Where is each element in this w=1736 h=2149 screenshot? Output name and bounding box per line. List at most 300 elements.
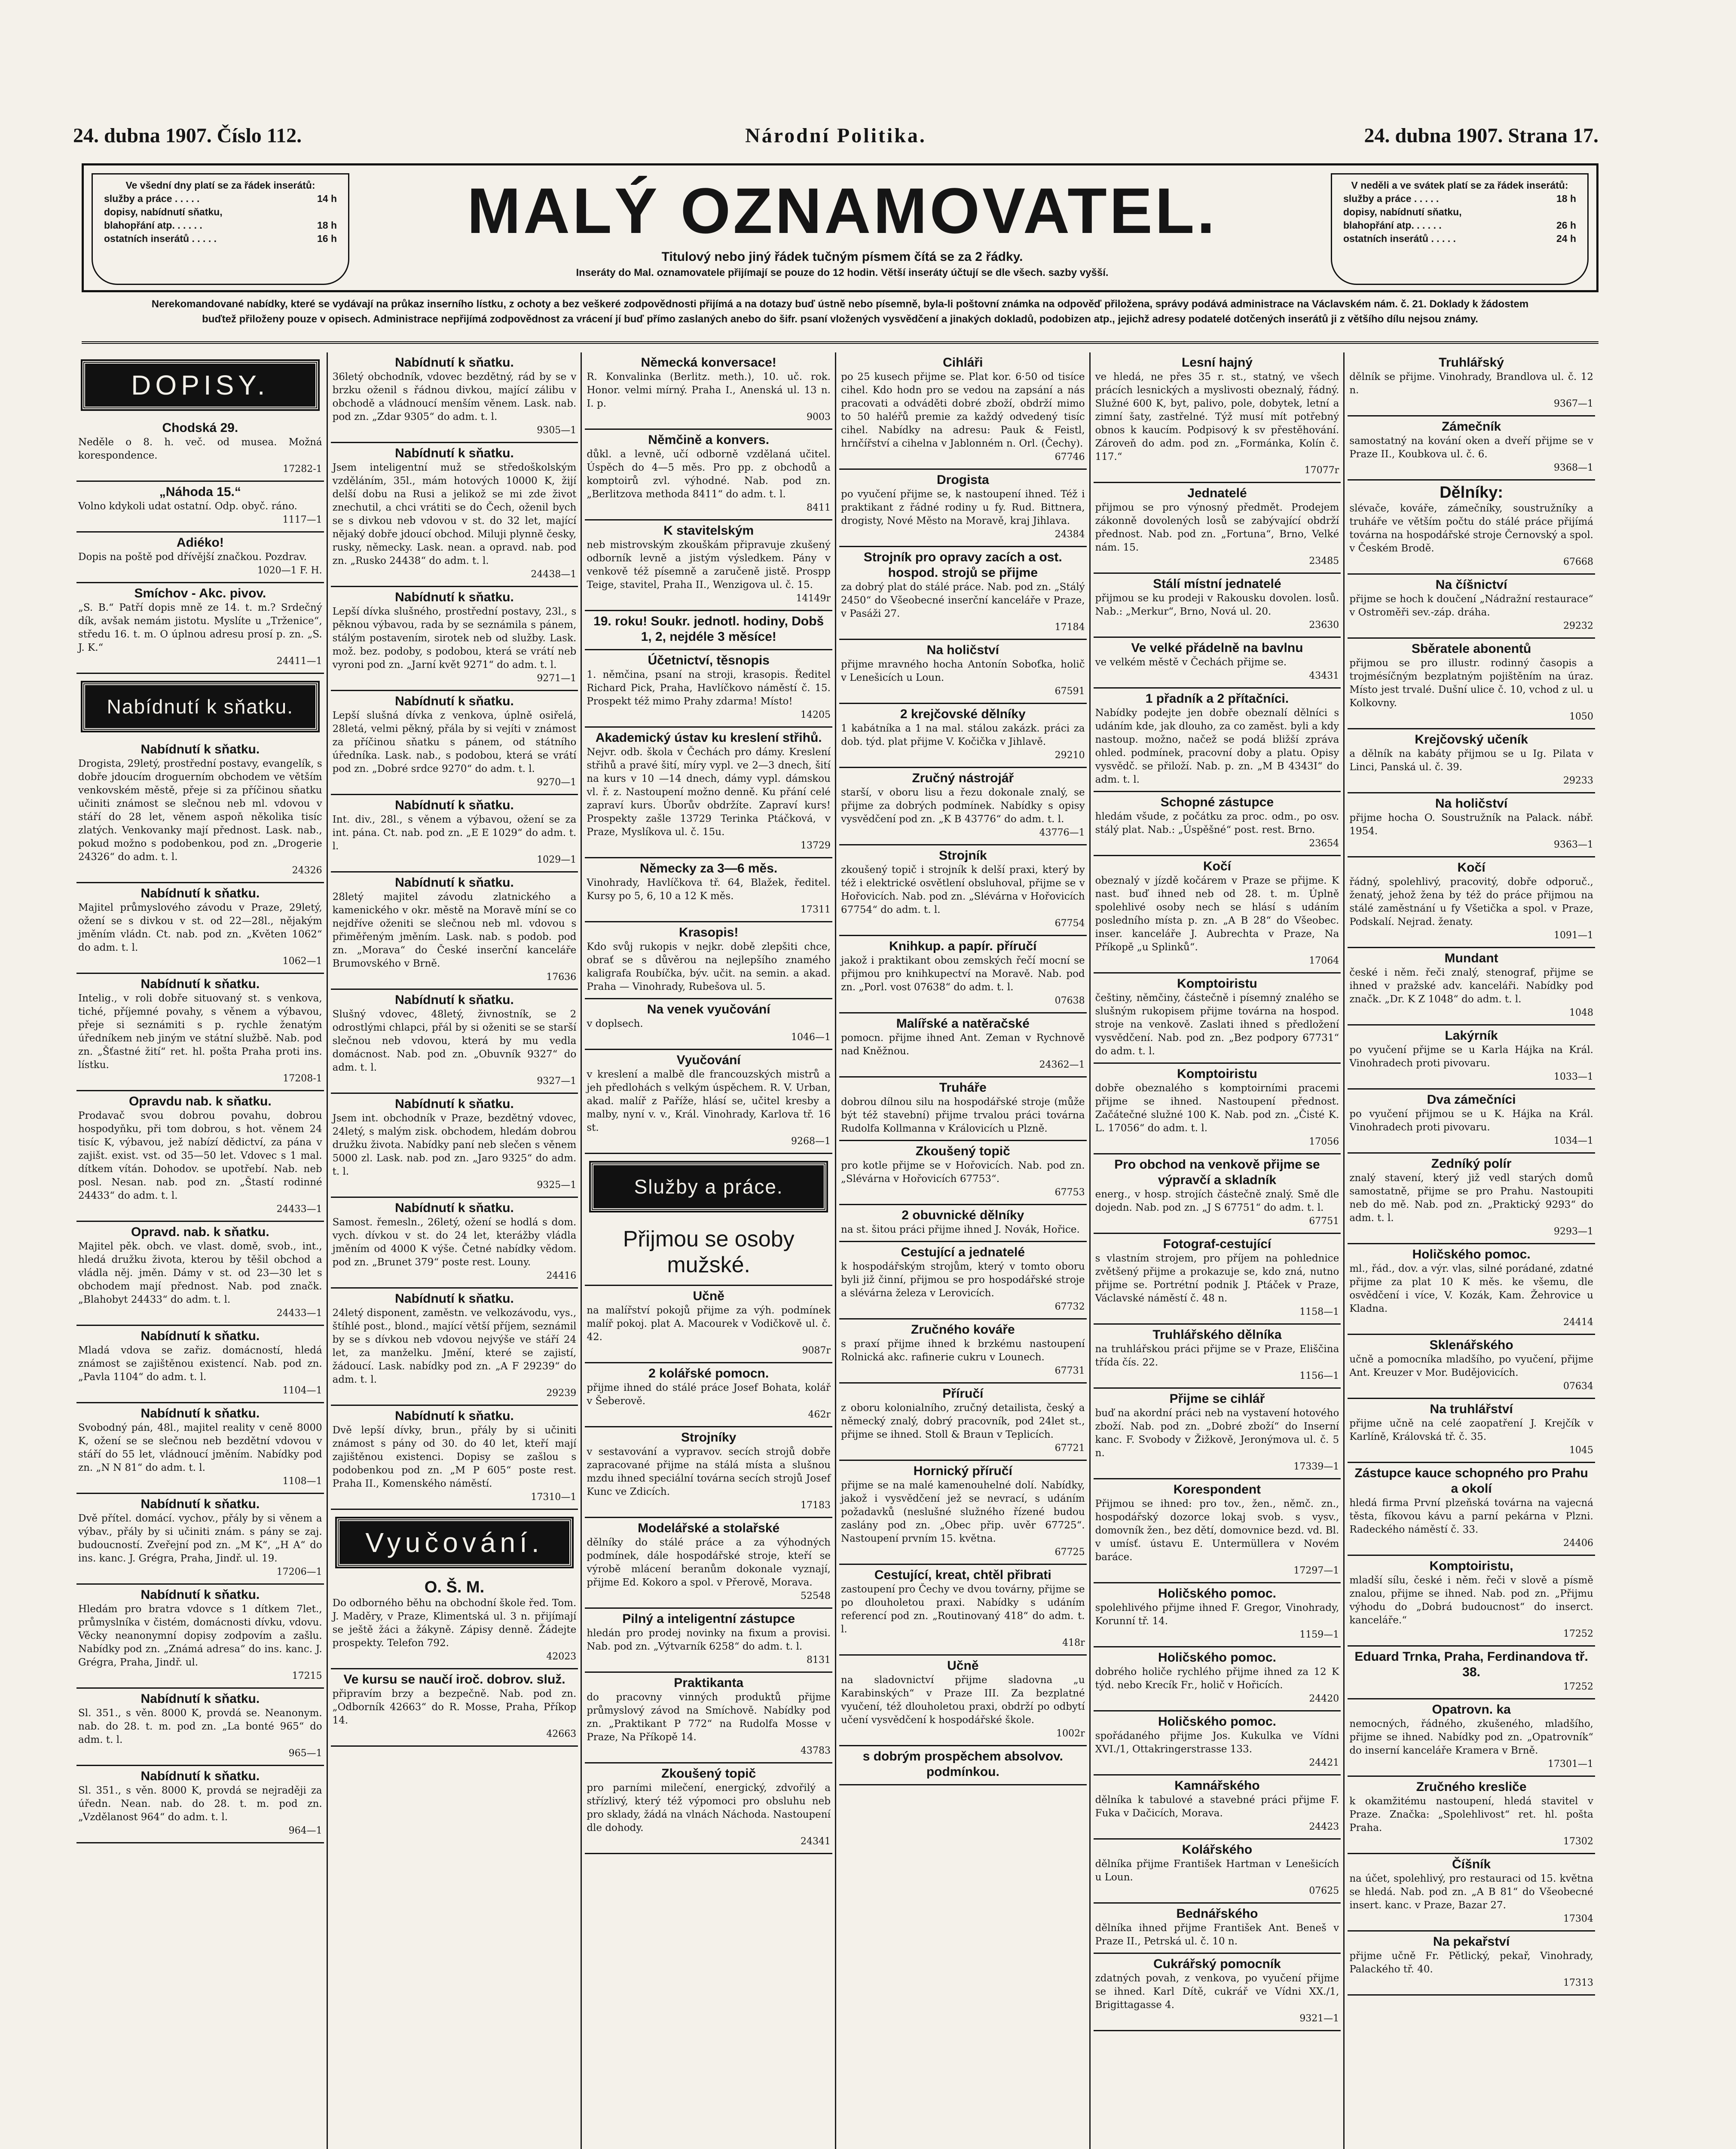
ad-body: přijme učně na celé zaopatření J. Krejčík v Karlíně, Královská tř. č. 35. — [1349, 1418, 1593, 1442]
ad-heading: Zkoušený topič — [661, 1766, 756, 1781]
ad-reference-number: 9363—1 — [1553, 839, 1593, 850]
ad-heading: Nabídnutí k sňatku. — [141, 1497, 260, 1511]
ad-reference-number: 67751 — [1309, 1216, 1339, 1227]
classified-ad — [1094, 792, 1341, 856]
ad-body: dělníka ihned přijme František Ant. Beneš v Praze II., Petrská ul. č. 10 n. — [1095, 1922, 1339, 1947]
classified-ad — [1094, 1064, 1341, 1154]
ad-heading: Nabídnutí k sňatku. — [395, 590, 514, 604]
ad-body: spořádaného přijme Jos. Kukulka ve Vídni XVI./1, Ottakringerstrasse 133. — [1095, 1730, 1339, 1755]
ad-heading: Stálí místní jednatelé — [1153, 577, 1281, 591]
classified-ad — [76, 974, 324, 1091]
ad-body: na sladovnictví přijme sladovna „u Karabinských“ v Praze III. Za bezplatné vyučení, též dlouholetou praxi, obdrží po odbytí učení vysvědčení k hospodářské škole. — [841, 1675, 1085, 1726]
ad-body: buď na akordní práci neb na vystavení hotového zboží. Nab. pod zn. „Dobré zboží“ do Inserní kanc. F. Svobody v Žižkově, Jeronýmova ul. č. 5 n. — [1095, 1408, 1339, 1459]
ad-reference-number: 43431 — [1309, 670, 1339, 681]
ad-heading: Účetnictví, těsnopis — [648, 653, 770, 667]
ad-body: přijme mravného hocha Antonín Soboťka, holič v Lenešicích u Loun. — [841, 659, 1085, 683]
ad-body: hledá firma První plzeňská továrna na vajecná těsta, fíkovou kávu a parní pekárna v Plzni. Radeckého náměstí č. 33. — [1349, 1497, 1593, 1535]
ad-reference-number: 17208-1 — [283, 1073, 322, 1084]
ad-body: učně a pomocníka mladšího, po vyučení, přijme Ant. Kreuzer v Mor. Budějovicích. — [1349, 1354, 1593, 1378]
classified-ad — [1094, 1776, 1341, 1840]
ad-reference-number: 9305—1 — [537, 425, 577, 436]
classified-ad — [585, 922, 832, 999]
ad-heading: Schopné zástupce — [1160, 795, 1274, 809]
ad-heading: Nabídnutí k sňatku. — [395, 1097, 514, 1111]
classified-ad — [1348, 1244, 1595, 1335]
ad-reference-number: 24411—1 — [276, 656, 322, 667]
column-rule — [1089, 352, 1091, 2149]
ad-heading: K stavitelským — [663, 523, 754, 538]
ad-body: pro parními milečení, energický, zdvořilý a střízlivý, který též výpomoci pro obsluhu neb pro sklady, žádá na vlnách Náchoda. Nastoupení dle dohody. — [587, 1782, 831, 1834]
weekday-rates-heading: Ve všední dny platí se za řádek inserátů: — [125, 180, 315, 191]
running-head — [73, 124, 1598, 154]
ad-heading: Nabídnutí k sňatku. — [141, 742, 260, 756]
ad-reference-number: 9327—1 — [537, 1076, 577, 1087]
ad-heading: Cestující, kreat, chtěl přibrati — [874, 1568, 1051, 1582]
ad-body: Prodavač svou dobrou povahu, dobrou hospodyňku, při tom dobrou, s hot. věnem 24 tisíc K, výbavou, jež nabízí dědictví, za pána v zajišt. exist. vst. od 35—50 let. Vdovec s 1 mal. dítkem vítán. Dohodov. se upotřebí. Nab. neb posl. Nesan. nab. pod zn. „Štastí rodinné 24433“ do adm. t. l. — [78, 1110, 322, 1201]
ad-reference-number: 24414 — [1563, 1317, 1593, 1328]
ad-body: 36letý obchodník, vdovec bezdětný, rád by se v brzku oženil s řádnou divkou, mající zálibu v obchodě a vládnoucí menším věnem. Lask. nab. pod zn. „Zdar 9305“ do adm. t. l. — [332, 371, 577, 422]
ad-body: 28letý majitel závodu zlatnického a kamenického v okr. městě na Moravě míní se co nejdříve oženiti se slečnou neb ml. vdovou s přiměřeným jměním. Lask. nab. s podob. pod zn. „Morava“ do České inserční kanceláře Brumovského v Brně. — [332, 891, 577, 969]
ad-heading: Lakýrník — [1445, 1029, 1498, 1043]
classified-ad — [331, 352, 578, 443]
rate-label: dopisy, nabídnutí sňatku, — [104, 206, 223, 217]
ad-heading: Smíchov - Akc. pivov. — [134, 586, 266, 600]
classified-ad — [76, 533, 324, 583]
ad-reference-number: 8411 — [806, 502, 831, 513]
ad-heading: Na pekařství — [1433, 1935, 1510, 1949]
classified-ad — [76, 1091, 324, 1222]
ad-body: jakož i praktikant obou zemských řečí mocní se přijmou pro knihkupectví na Moravě. Nab. pod zn. „Porl. vost 07638“ do adm. t. l. — [841, 955, 1085, 993]
ad-heading: Nabídnutí k sňatku. — [395, 1201, 514, 1215]
classified-ad — [76, 1585, 324, 1689]
classified-ad — [839, 1565, 1087, 1656]
ad-body: samostatný na kování oken a dveří přijme se v Praze II., Koubkova ul. č. 6. — [1349, 435, 1593, 460]
holiday-rates-box — [1331, 173, 1589, 285]
classified-ad — [331, 1669, 578, 1747]
classified-ad — [839, 768, 1087, 845]
rate-row — [1343, 192, 1576, 205]
ad-heading: 19. roku! Soukr. jednotl. hodiny, Dobš 1, 2, nejdéle 3 měsíce! — [593, 614, 824, 644]
classified-ad — [1094, 689, 1341, 792]
ad-heading: Knihkup. a papír. příručí — [889, 939, 1037, 953]
ad-body: dělníky do stálé práce a za výhodných podmínek, dále hospodářské stroje, kteří se výrobě mlácení beranům dokonale vyznají, přijme Ed. Kokoro a spol. v Přerově, Morava. — [587, 1537, 831, 1588]
ad-body: ve hledá, ne přes 35 r. st., statný, ve všech prácích lesnických a myslivosti obeznalý, řádný. Služné 600 K, byt, palivo, pole, dobytek, letní a zimní šaty, zastřelné. Týž musí mít potřebný obnos k kaucím. Podpisový k sv přestěhování. Zároveň do adm. pod zn. „Formánka, Kolín č. 117.“ — [1095, 371, 1339, 462]
ad-heading: Na číšnictví — [1435, 578, 1507, 592]
ad-reference-number: 17183 — [800, 1500, 831, 1511]
classified-ad — [1094, 1583, 1341, 1647]
ad-heading: Zručný nástrojář — [912, 771, 1014, 785]
ad-reference-number: 17206—1 — [276, 1567, 322, 1577]
classified-ad — [839, 1242, 1087, 1319]
ad-body: zastoupení pro Čechy ve dvou továrny, přijme se po dlouholetou praxi. Nabídky s udáním referencí pod zn. „Routinovaný 418“ do adm. t. l. — [841, 1584, 1085, 1635]
classified-ad — [1094, 1325, 1341, 1389]
classified-ad — [76, 1326, 324, 1403]
section-banner: DOPISY. — [83, 361, 318, 409]
ad-body: za dobrý plat do stálé práce. Nab. pod zn. „Stálý 2450“ do Všeobecné inserční kanceláře v Praze, v Pasáži 27. — [841, 582, 1085, 619]
classified-ad — [585, 999, 832, 1050]
ad-reference-number: 29232 — [1563, 621, 1593, 631]
rate-row — [104, 192, 337, 205]
ad-reference-number: 24341 — [800, 1836, 831, 1847]
classified-ad — [1348, 416, 1595, 481]
classified-ad — [76, 1403, 324, 1494]
classified-ad — [76, 1766, 324, 1843]
classified-ad — [1348, 948, 1595, 1026]
ad-heading: Opravdu nab. k sňatku. — [128, 1094, 272, 1108]
ad-body: slévače, kováře, zámečníky, soustružníky a truháře ve větším počtu do stálé práce přijímá továrna na hospodářské stroje Černovský a spol. v Českém Brodě. — [1349, 503, 1593, 554]
ad-body: přijmou se pro illustr. rodinný časopis a trojmésíčným bezplatným pojištěním na úraz. Místo jest trvalé. Dušní ulice č. 10, vchod z ul. u Kolkovny. — [1349, 658, 1593, 709]
ad-heading: Adiéko! — [176, 536, 224, 550]
ad-body: mladší sílu, české i něm. řeči v slově a písmě znalou, přijme se ihned. Nab. pod zn. „Přijmu výhodu do „Dobrá budoucnost“ do inserct. kanceláře.“ — [1349, 1575, 1593, 1626]
classified-ad — [76, 883, 324, 974]
ad-heading: 1 přadník a 2 přítačníci. — [1145, 692, 1289, 706]
rate-price: 24 h — [1556, 233, 1576, 244]
ad-reference-number: 9271—1 — [537, 673, 577, 684]
ad-heading: Strojník pro opravy zacích a ost. hospod. strojů se přijme — [863, 550, 1062, 580]
rate-row — [1343, 205, 1576, 219]
classified-ad — [1348, 1854, 1595, 1932]
classified-ad — [1348, 793, 1595, 857]
ad-heading: Ve velké přádelně na bavlnu — [1131, 641, 1303, 655]
ad-reference-number: 07625 — [1309, 1886, 1339, 1896]
ad-reference-number: 67732 — [1054, 1301, 1085, 1312]
ad-heading: Pilný a inteligentní zástupce — [622, 1612, 795, 1626]
ad-heading: s dobrým prospěchem absolvov. podmínkou. — [862, 1749, 1063, 1779]
ad-heading: Truhlářského dělníka — [1152, 1328, 1282, 1342]
ad-heading: Nabídnutí k sňatku. — [395, 798, 514, 812]
classified-ad — [76, 1222, 324, 1326]
ad-heading: Nabídnutí k sňatku. — [395, 694, 514, 708]
section-note: Inseráty do Mal. oznamovatele přijímají se pouze do 12 hodin. Větší inseráty účtují se dle všech. sazby vyšší. — [576, 267, 1109, 279]
classified-ad — [1348, 1335, 1595, 1399]
ad-heading: Cihláři — [943, 355, 983, 370]
classified-ad — [76, 1494, 324, 1585]
ad-body: dobrého holiče rychlého přijme ihned za 12 K týd. nebo Krecík Fr., holič v Hořicích. — [1095, 1666, 1339, 1691]
ad-heading: Zručného kováře — [911, 1322, 1015, 1337]
ad-reference-number: 9270—1 — [537, 777, 577, 788]
ad-body: „S. B.“ Patří dopis mně ze 14. t. m.? Srdečný dík, avšak nemám jistotu. Myslíte u „Trženice“, středu 16. t. m. O úplnou adresu prosí p. zn. „S. J. K.“ — [78, 602, 322, 653]
ad-heading: Malířské a natěračské — [896, 1016, 1030, 1031]
ad-reference-number: 07634 — [1563, 1381, 1593, 1392]
ad-body: Sl. 351., s věn. 8000 K, provdá se nejraději za úředn. Nean. nab. do 28. t. m. pod zn. „Vzdělanost 964“ do adm. t. l. — [78, 1785, 322, 1823]
ad-body: na st. šitou práci přijme ihned J. Novák, Hořice. — [841, 1224, 1080, 1235]
ad-body: a dělník na kabáty přijmou se u Ig. Pilata v Linci, Panská ul. č. 39. — [1349, 748, 1593, 773]
ad-heading: Vyučování — [676, 1053, 741, 1067]
ad-reference-number: 29239 — [546, 1388, 577, 1399]
ad-heading: Hornický příručí — [913, 1464, 1012, 1478]
classified-ad — [839, 1746, 1087, 1785]
ad-body: Samost. řemesln., 26letý, ožení se hodlá s dom. vych. dívkou v st. do 24 let, kterážby vládla jměním od 4000 K výše. Četné nabídky vědom. pod zn. „Brunet 379“ poste rest. Louny. — [332, 1217, 577, 1268]
classified-ad — [1094, 856, 1341, 973]
classified-ad — [585, 858, 832, 922]
ad-body: Intelig., v roli dobře situovaný st. s venkova, tiché, příjemné povahy, s věnem a výbavou, přeje si seznámiti s p. rychle ženatým úředníkem neb jiným ve státní službě. Nab. pod zn. „Šťastné žití“ ret. hl. pošta Praha proti ins. lístku. — [78, 993, 322, 1071]
ad-heading: Zručného kresliče — [1416, 1780, 1527, 1794]
ad-reference-number: 1033—1 — [1553, 1071, 1593, 1082]
classified-ad — [585, 1518, 832, 1609]
ad-body: Dvě přítel. domácí. vychov., přály by si věnem a výbav., přály by si učiniti znám. s pány se zaj. budoucností. Zveřejní pod zn. „M K“, „H A“ do ins. kanc. J. Grégra, Praha, Jindř. ul. 19. — [78, 1513, 322, 1564]
ad-reference-number: 67754 — [1054, 918, 1085, 929]
ad-heading: Bednářského — [1176, 1907, 1258, 1921]
ad-heading: Na holičství — [1435, 796, 1508, 811]
ad-heading: Nabídnutí k sňatku. — [395, 355, 514, 370]
holiday-rates-heading: V neděli a ve svátek platí se za řádek inserátů: — [1351, 180, 1568, 191]
ad-body: nemocných, řádného, zkušeného, mladšího, přijme se ihned. Nabídky pod zn. „Opatrovník“ do inserní kanceláře Kramera v Brně. — [1349, 1718, 1593, 1756]
ad-heading: Nabídnutí k sňatku. — [395, 993, 514, 1007]
ad-reference-number: 23654 — [1309, 838, 1339, 849]
ad-body: na účet, spolehlivý, pro restauraci od 15. května se hledá. Nab. pod zn. „A B 81“ do Všeobecné insert. kanc. v Praze, Bazar 27. — [1349, 1873, 1593, 1911]
classified-ad — [1348, 352, 1595, 416]
ad-reference-number: 23485 — [1309, 556, 1339, 566]
ad-reference-number: 23630 — [1309, 620, 1339, 631]
ad-reference-number: 1020—1 F. H. — [257, 565, 322, 576]
ad-column — [1348, 352, 1595, 2149]
ad-reference-number: 9321—1 — [1299, 2013, 1339, 2024]
classified-ad — [585, 650, 832, 728]
ad-reference-number: 29233 — [1563, 775, 1593, 786]
ad-body: hledán pro prodej novinky na fixum a provisi. Nab. pod zn. „Výtvarník 6258“ do adm. t. l. — [587, 1628, 831, 1652]
ad-heading: Kočí — [1203, 859, 1231, 873]
ad-heading: Ve kursu se naučí iroč. dobrov. služ. — [343, 1672, 565, 1687]
ad-body: Volno kdykoli udat ostatní. Odp. obyč. ráno. — [78, 501, 297, 512]
ad-reference-number: 1046—1 — [791, 1032, 831, 1043]
column-rule — [835, 352, 836, 2149]
ad-reference-number: 17313 — [1563, 1978, 1593, 1988]
rate-label: blahopřání atp. . . . . . — [1343, 220, 1442, 231]
ad-heading: 2 krejčovské dělníky — [900, 707, 1026, 721]
classified-ad — [1094, 973, 1341, 1064]
ad-heading: Cestující a jednatelé — [901, 1245, 1025, 1259]
ad-heading: Zkoušený topič — [915, 1144, 1010, 1158]
classified-ad — [585, 1673, 832, 1763]
classified-ad — [1094, 352, 1341, 483]
ad-reference-number: 418r — [1062, 1638, 1085, 1648]
rate-row — [104, 232, 337, 245]
ad-reference-number: 1002r — [1056, 1728, 1085, 1739]
classified-ad — [1348, 639, 1595, 729]
ad-heading: Německá konversace! — [641, 355, 776, 370]
ad-reference-number: 17304 — [1563, 1913, 1593, 1924]
classified-ad — [585, 611, 832, 650]
rate-row — [104, 205, 337, 219]
ad-reference-number: 17252 — [1563, 1629, 1593, 1639]
classified-ad — [839, 845, 1087, 936]
ad-heading: Chodská 29. — [162, 421, 238, 435]
ad-heading: Holičského pomoc. — [1158, 1714, 1277, 1729]
ad-body: k okamžitému nastoupení, hledá stavitel v Praze. Značka: „Spolehlivost“ ret. hl. pošta Praha. — [1349, 1796, 1593, 1834]
ad-heading: Nabídnutí k sňatku. — [141, 1692, 260, 1706]
issue-date-left: 24. dubna 1907. Číslo 112. — [73, 124, 302, 147]
ad-body: s vlastním strojem, pro příjem na pohlednice zvětšený přijme a prokazuje se, kdo zná, nutno přijme se. Portrétní podnik J. Ptáček v Praze, Václavské náměstí č. 48 n. — [1095, 1253, 1339, 1304]
ad-column — [839, 352, 1087, 2149]
ad-heading: Dva zámečníci — [1427, 1093, 1516, 1107]
ad-body: přijmou se pro výnosný předmět. Prodejem zákonně dovolených losů se zabývající obdrží přednost. Nab. pod zn. „Fortuna“, Brno, Velké nám. 15. — [1095, 502, 1339, 553]
ad-reference-number: 1108—1 — [282, 1476, 322, 1487]
ad-reference-number: 24406 — [1563, 1538, 1593, 1549]
ad-body: dělníka přijme František Hartman v Lenešicích u Loun. — [1095, 1858, 1339, 1883]
ad-reference-number: 24362—1 — [1039, 1059, 1085, 1070]
ad-body: Int. div., 28l., s věnem a výbavou, ožení se za int. pána. Ct. nab. pod zn. „E E 1029“ do adm. t. l. — [332, 814, 577, 852]
ad-reference-number: 17302 — [1563, 1836, 1593, 1847]
ad-body: češtiny, němčiny, částečně i písemný znalého se slušným rukopisem přijme továrna na hospod. stroje na venkově. Zaslati ihned s předložení vysvědčení. Nab. pod zn. „Bez podpory 67731“ do adm. t. l. — [1095, 992, 1339, 1057]
ad-reference-number: 67746 — [1054, 452, 1085, 462]
ad-body: Hledám pro bratra vdovce s 1 dítkem 7let., průmyslníka v čistém, domácnosti dívku, vdovu. Věcky neanonymní dopisy zodpovím a zašlu. Nabídky pod zn. „Známá adresa“ do ins. kanc. J. Grégra, Praha, Jindř. ul. — [78, 1604, 322, 1668]
ad-heading: O. Š. M. — [424, 1578, 485, 1596]
classified-ad — [1094, 1154, 1341, 1234]
section-masthead — [82, 163, 1598, 292]
ad-heading: Mundant — [1444, 951, 1498, 965]
ad-heading: Na venek vyučování — [647, 1002, 770, 1016]
ad-body: 1 kabátníka a 1 na mal. stálou zakázk. práci za dob. týd. plat přijme V. Kočička v Jihlavě. — [841, 723, 1085, 747]
ad-body: Nejvr. odb. škola v Čechách pro dámy. Kreslení střihů a pravé šití, míry vypl. ve 2—3 dnech, šití na kurs v 10 —14 dnech, dámy vypl. dámskou vl. ř. z. Nastoupení možno denně. Ku přání celé zapraví kurs. Úborův obdržíte. Zapraví kurs! Prospekty zašle 13729 Terinka Ptáčková, v Praze, Myslíkova ul. č. 15u. — [587, 747, 831, 838]
classified-ad — [585, 1427, 832, 1518]
ad-reference-number: 965—1 — [288, 1748, 322, 1759]
classified-ad — [839, 1078, 1087, 1141]
ad-reference-number: 43776—1 — [1039, 827, 1085, 838]
classified-ad — [839, 1205, 1087, 1242]
ad-heading: Holičského pomoc. — [1412, 1247, 1531, 1261]
classified-ad — [331, 1406, 578, 1510]
classified-ad — [76, 739, 324, 883]
classified-ad — [1094, 1234, 1341, 1325]
ad-body: pomocn. přijme ihned Ant. Zeman v Rychnově nad Kněžnou. — [841, 1032, 1085, 1057]
ad-reference-number: 29210 — [1054, 750, 1085, 761]
ad-body: zdatných povah, z venkova, po vyučení přijme se ihned. Karl Dítě, cukrář ve Vídni XX./1, Brigittagasse 4. — [1095, 1973, 1339, 2011]
ad-body: Jsem inteligentní muž se středoškolským vzděláním, 35l., mám hotových 10000 K, žijí delší dobu na Rusi a jelikož se mi zde život znechutil, a chci vrátiti se do Čech, oženil bych se s divkou neb vdovou v st. do 32 let, mající nějaký dobře jdoucí obchod. Miluji plynně česky, rusky, německy. Lask. nean. a opravd. nab. pod zn. „Rusko 24438“ do adm. t. l. — [332, 462, 577, 566]
ad-body: s praxí přijme ihned k brzkému nastoupení Rolnická akc. rafinerie cukru v Lounech. — [841, 1338, 1085, 1363]
rate-price: 14 h — [317, 193, 337, 204]
page-number: 24. dubna 1907. Strana 17. — [1364, 124, 1598, 147]
ad-body: v doplsech. — [587, 1018, 643, 1029]
ad-body: Jsem int. obchodník v Praze, bezdětný vdovec, 24letý, s malým zisk. obchodem, hledám dobrou družku života. Nabídky paní neb slečen s věnem 5000 zl. Lask. nab. pod zn. „Jaro 9325“ do adm. t. l. — [332, 1113, 577, 1177]
ad-heading: Číšník — [1452, 1857, 1491, 1871]
classified-ad — [839, 547, 1087, 640]
ad-body: znalý stavení, který již vedl starých domů samostatně, přijme se pro Prahu. Nastoupiti neb do mě. Nab. pod zn. „Praktický 9293“ do adm. t. l. — [1349, 1172, 1593, 1224]
ad-body: Majitel průmyslového závodu v Praze, 29letý, ožení se s divkou v st. od 22—28l., nějakým jměním vládn. Ct. nab. pod zn. „Květen 1062“ do adm. t. l. — [78, 902, 322, 953]
ad-heading: Na holičství — [926, 643, 999, 657]
ad-body: 1. němčina, psaní na stroji, krasopis. Ředitel Richard Pick, Praha, Havlíčkovo náměstí č. 15. Prospekt též mimo Prahy zdarma! Místo! — [587, 669, 831, 707]
ad-reference-number: 67668 — [1563, 557, 1593, 567]
ad-body: Mladá vdova se zařiz. domácností, hledá známost se zajištěnou existencí. Nab. pod zn. „Pavla 1104“ do adm. t. l. — [78, 1345, 322, 1383]
ad-body: přijme se hoch k doučení „Nádražní restaurace“ v Ostroměři sev.-záp. dráha. — [1349, 594, 1593, 618]
ad-heading: Opravd. nab. k sňatku. — [131, 1225, 269, 1239]
ad-body: dobře obeznalého s komptoirními pracemi přijme se ihned. Nastoupení přednost. Začátečné služné 100 K. Nab. pod zn. „Čisté K. L. 17056“ do adm. t. l. — [1095, 1083, 1339, 1134]
ad-heading: Krasopis! — [679, 925, 739, 940]
ad-body: obeznalý v jízdě kočárem v Praze se přijme. K nast. buď ihned neb od 28. t. m. Úplně spolehlivé osoby nech se hlásí s udáním posledního místa p. zn. „A B 28“ do Všeobec. inser. kanceláře J. Aubrechta v Praze, Na Příkopě „u Splinků“. — [1095, 875, 1339, 953]
classified-ad — [839, 640, 1087, 704]
ad-reference-number: 1062—1 — [282, 956, 322, 967]
classified-ad — [585, 728, 832, 858]
classified-ad — [1094, 1479, 1341, 1583]
ad-reference-number: 1034—1 — [1553, 1136, 1593, 1146]
ad-reference-number: 17297—1 — [1293, 1565, 1339, 1576]
ad-heading: Holičského pomoc. — [1158, 1650, 1277, 1665]
ad-heading: Nabídnutí k sňatku. — [395, 876, 514, 890]
classified-ad — [839, 352, 1087, 470]
ad-heading: Nabídnutí k sňatku. — [141, 1769, 260, 1783]
ad-body: pro kotle přijme se v Hořovicích. Nab. pod zn. „Slévárna v Hořovicích 67753“. — [841, 1160, 1085, 1185]
ad-heading: Nabídnutí k sňatku. — [395, 1409, 514, 1423]
ad-heading: Truhlářský — [1439, 355, 1504, 370]
ad-reference-number: 67591 — [1054, 686, 1085, 697]
ad-reference-number: 17064 — [1309, 955, 1339, 966]
rate-price: 18 h — [317, 220, 337, 231]
ad-heading: Truháře — [939, 1081, 987, 1095]
classified-ad — [839, 1384, 1087, 1461]
ad-reference-number: 24433—1 — [276, 1204, 322, 1215]
ad-body: Neděle o 8. h. več. od musea. Možná korespondence. — [78, 437, 322, 461]
column-rule — [1343, 352, 1345, 2149]
classified-ad — [331, 990, 578, 1094]
ad-reference-number: 1045 — [1569, 1445, 1593, 1456]
ad-heading: Fotograf-cestující — [1163, 1237, 1271, 1251]
ad-reference-number: 67725 — [1054, 1547, 1085, 1558]
ad-heading: Nabídnutí k sňatku. — [395, 1292, 514, 1306]
ad-heading: 2 obuvnické dělníky — [902, 1208, 1024, 1222]
ad-column — [76, 352, 324, 2149]
ad-heading: Kamnářského — [1174, 1779, 1260, 1793]
ad-heading: Nabídnutí k sňatku. — [141, 886, 260, 900]
ad-body: důkl. a levně, učí odborně vzdělaná učitel. Úspěch do 4—5 měs. Pro pp. z obchodů a komptoirů zvl. výhodné. Nab. pod zn. „Berlitzova methoda 8411“ do adm. t. l. — [587, 449, 831, 500]
ad-heading: Nabídnutí k sňatku. — [141, 977, 260, 991]
classified-ad — [839, 470, 1087, 547]
classified-ad — [839, 1319, 1087, 1384]
ad-body: Vinohrady, Havlíčkova tř. 64, Blažek, ředitel. Kursy po 5, 6, 10 a 12 K měs. — [587, 877, 831, 902]
classified-ad — [1348, 1699, 1595, 1777]
ad-reference-number: 17311 — [800, 904, 831, 915]
column-rule — [581, 352, 582, 2149]
ad-reference-number: 42023 — [546, 1651, 577, 1662]
ad-body: řádný, spolehlivý, pracovitý, dobře odporuč., ženatý, jehož žena by též do práce přijmou na stálé zaměstnání u fy Všetička a spol. v Praze, Podskalí. Nejrad. ženaty. — [1349, 876, 1593, 928]
ad-heading: Kočí — [1457, 860, 1485, 875]
ad-reference-number: 1048 — [1569, 1007, 1593, 1018]
ad-reference-number: 67721 — [1054, 1443, 1085, 1454]
ad-body: energ., v hosp. strojích částečně znalý. Smě dle dojedn. Nab. pod zn. „J S 67751“ do adm. t. l. — [1095, 1189, 1339, 1213]
ad-body: na truhlářskou práci přijme se v Praze, Eliščina třída čís. 22. — [1095, 1344, 1339, 1368]
ad-heading: Komptoiristu — [1177, 977, 1257, 991]
classified-ad — [1094, 1389, 1341, 1479]
ad-reference-number: 17184 — [1054, 622, 1085, 633]
ad-reference-number: 67753 — [1054, 1187, 1085, 1198]
ad-reference-number: 24420 — [1309, 1693, 1339, 1704]
ad-heading: Německy za 3—6 měs. — [640, 861, 778, 876]
ad-heading: 2 kolářské pomocn. — [648, 1366, 769, 1381]
ad-heading: Příručí — [942, 1387, 984, 1401]
rate-label: služby a práce . . . . . — [1343, 193, 1439, 204]
ad-body: Přijmou se ihned: pro tov., žen., němč. zn., hospodářský dozorce lokaj svob. s vysv., domovník žen., bez dětí, domovnice bezd. vd. Bl. v umísť. ústavu E. Untermüllera v Novém baráce. — [1095, 1498, 1339, 1563]
ad-reference-number: 13729 — [800, 840, 831, 851]
ad-body: po vyučení přijme se u Karla Hájka na Král. Vinohradech proti pivovaru. — [1349, 1044, 1593, 1069]
ad-reference-number: 17056 — [1309, 1136, 1339, 1147]
ad-reference-number: 24326 — [292, 865, 322, 876]
rate-price: 18 h — [1556, 193, 1576, 204]
classified-ad — [1094, 1840, 1341, 1904]
ad-body: Majitel pěk. obch. ve vlast. domě, svob., int., hledá družku života, kterou by těšil obchod a vládla něj. jměn. Dámy v st. od 23—30 let s obchodem mají přednost. Nab. pod značk. „Blahobyt 24433“ do adm. t. l. — [78, 1241, 322, 1305]
classified-ad — [585, 1763, 832, 1854]
classified-ad — [331, 872, 578, 990]
ad-body: dobrou dílnou silu na hospodářské stroje (může být též stavební) přijme trvalou práci továrna Rudolfa Kollmanna v Královicích u Plzně. — [841, 1096, 1085, 1134]
classified-ad — [1094, 638, 1341, 689]
weekday-rates-box — [92, 173, 349, 285]
ad-heading: Holičského pomoc. — [1158, 1586, 1277, 1601]
section-banner: Vyučování. — [337, 1518, 572, 1567]
classified-ad — [76, 583, 324, 674]
ad-heading: Strojníky — [681, 1430, 737, 1445]
ad-reference-number: 43783 — [800, 1745, 831, 1756]
ad-heading: Sklenářského — [1429, 1338, 1513, 1352]
classified-ad — [585, 520, 832, 611]
ad-reference-number: 1117—1 — [282, 514, 322, 525]
ad-reference-number: 07638 — [1054, 995, 1085, 1006]
